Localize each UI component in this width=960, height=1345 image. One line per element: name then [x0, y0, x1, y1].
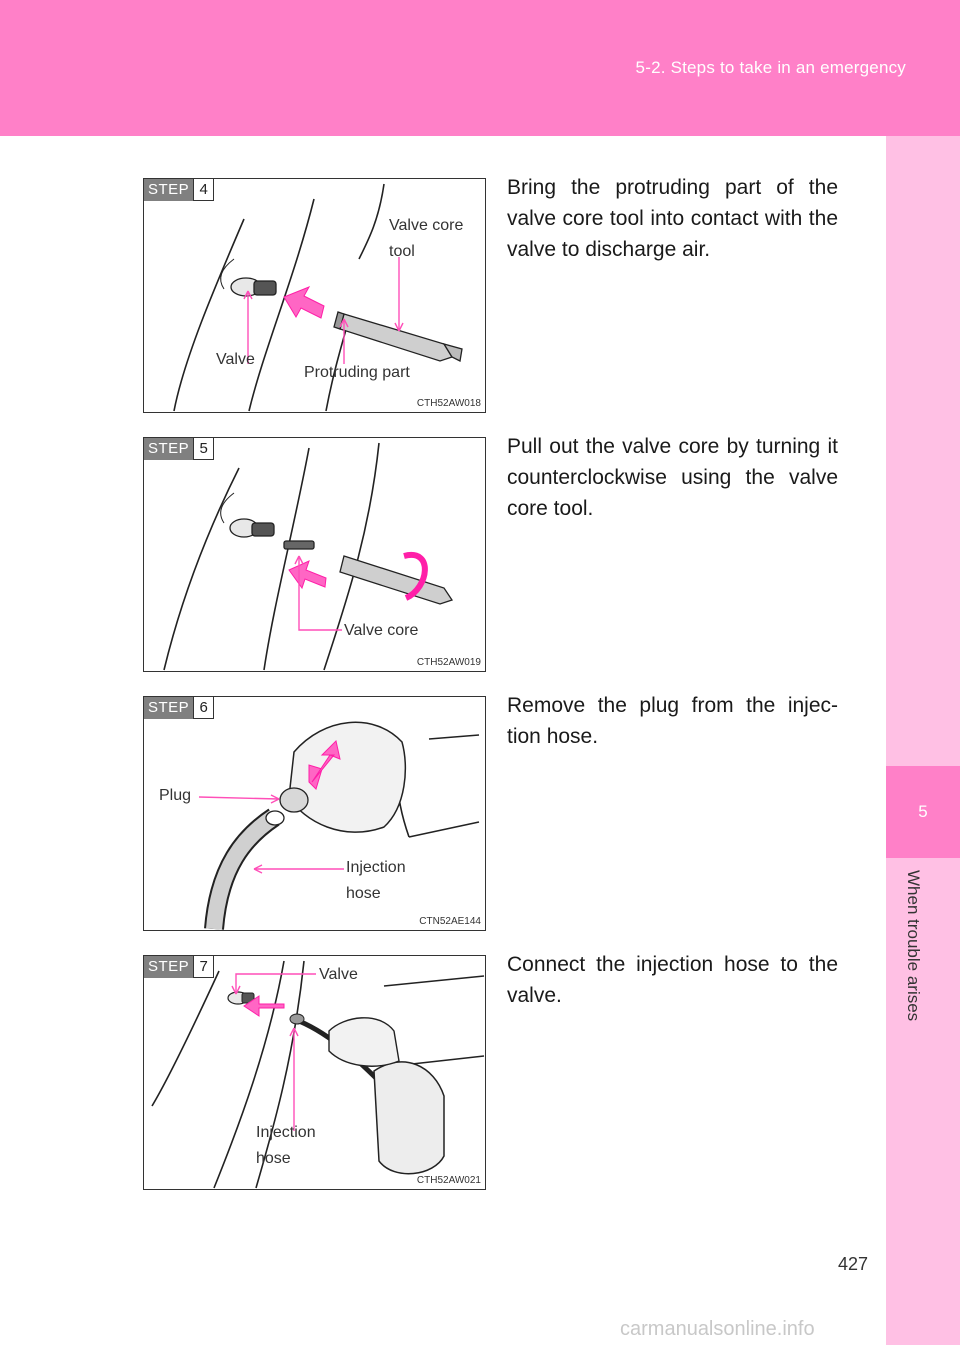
callout-valve-core-tool: Valve core [389, 217, 464, 234]
figure-code: CTH52AW018 [416, 398, 481, 409]
callout-valve-core: Valve core [344, 622, 419, 639]
step-7-badge [144, 956, 214, 978]
step-7-figure [143, 955, 486, 1190]
step-5-figure [143, 437, 486, 672]
callout-valve-core-tool-2: tool [389, 243, 415, 260]
step-label: STEP [144, 438, 193, 460]
step-label: STEP [144, 956, 193, 978]
chapter-side-tab[interactable] [886, 136, 960, 1345]
step-number: 4 [193, 179, 214, 201]
step-7-text: Connect the injection hose to the valve. [507, 953, 838, 1007]
step-4-figure [143, 178, 486, 413]
step-number: 5 [193, 438, 214, 460]
step-6-illustration [144, 697, 487, 932]
callout-plug: Plug [159, 787, 192, 804]
step-7-illustration [144, 956, 487, 1191]
callout-injection-hose-2: hose [346, 885, 381, 902]
step-6-text: Remove the plug from the injec- tion hose. [507, 694, 838, 748]
step-5-illustration [144, 438, 487, 673]
callout-valve: Valve [319, 966, 358, 983]
callout-protruding-part: Protruding part [304, 364, 410, 381]
step-5-text: Pull out the valve core by turning it counterclockwise using the valve core tool. [507, 435, 838, 520]
chapter-number: 5 [886, 766, 960, 858]
step-6-figure [143, 696, 486, 931]
figure-code: CTH52AW019 [416, 657, 481, 668]
step-4-badge [144, 179, 214, 201]
figure-code: CTN52AE144 [419, 916, 481, 927]
callout-injection-hose: Injection [256, 1124, 316, 1141]
callout-valve: Valve [216, 351, 255, 368]
step-4-text: Bring the protruding part of the valve core tool into contact with the valve to discharge air. [507, 176, 838, 261]
page-number: 427 [838, 1254, 869, 1274]
callout-injection-hose-2: hose [256, 1150, 291, 1167]
watermark: carmanualsonline.info [620, 1318, 815, 1340]
step-5-badge [144, 438, 214, 460]
step-number: 7 [193, 956, 214, 978]
chapter-title: When trouble arises [904, 870, 923, 1022]
step-6-badge [144, 697, 214, 719]
callout-injection-hose: Injection [346, 859, 406, 876]
step-number: 6 [193, 697, 214, 719]
step-label: STEP [144, 697, 193, 719]
figure-code: CTH52AW021 [416, 1175, 481, 1186]
section-title: 5-2. Steps to take in an emergency [635, 58, 906, 77]
step-label: STEP [144, 179, 193, 201]
